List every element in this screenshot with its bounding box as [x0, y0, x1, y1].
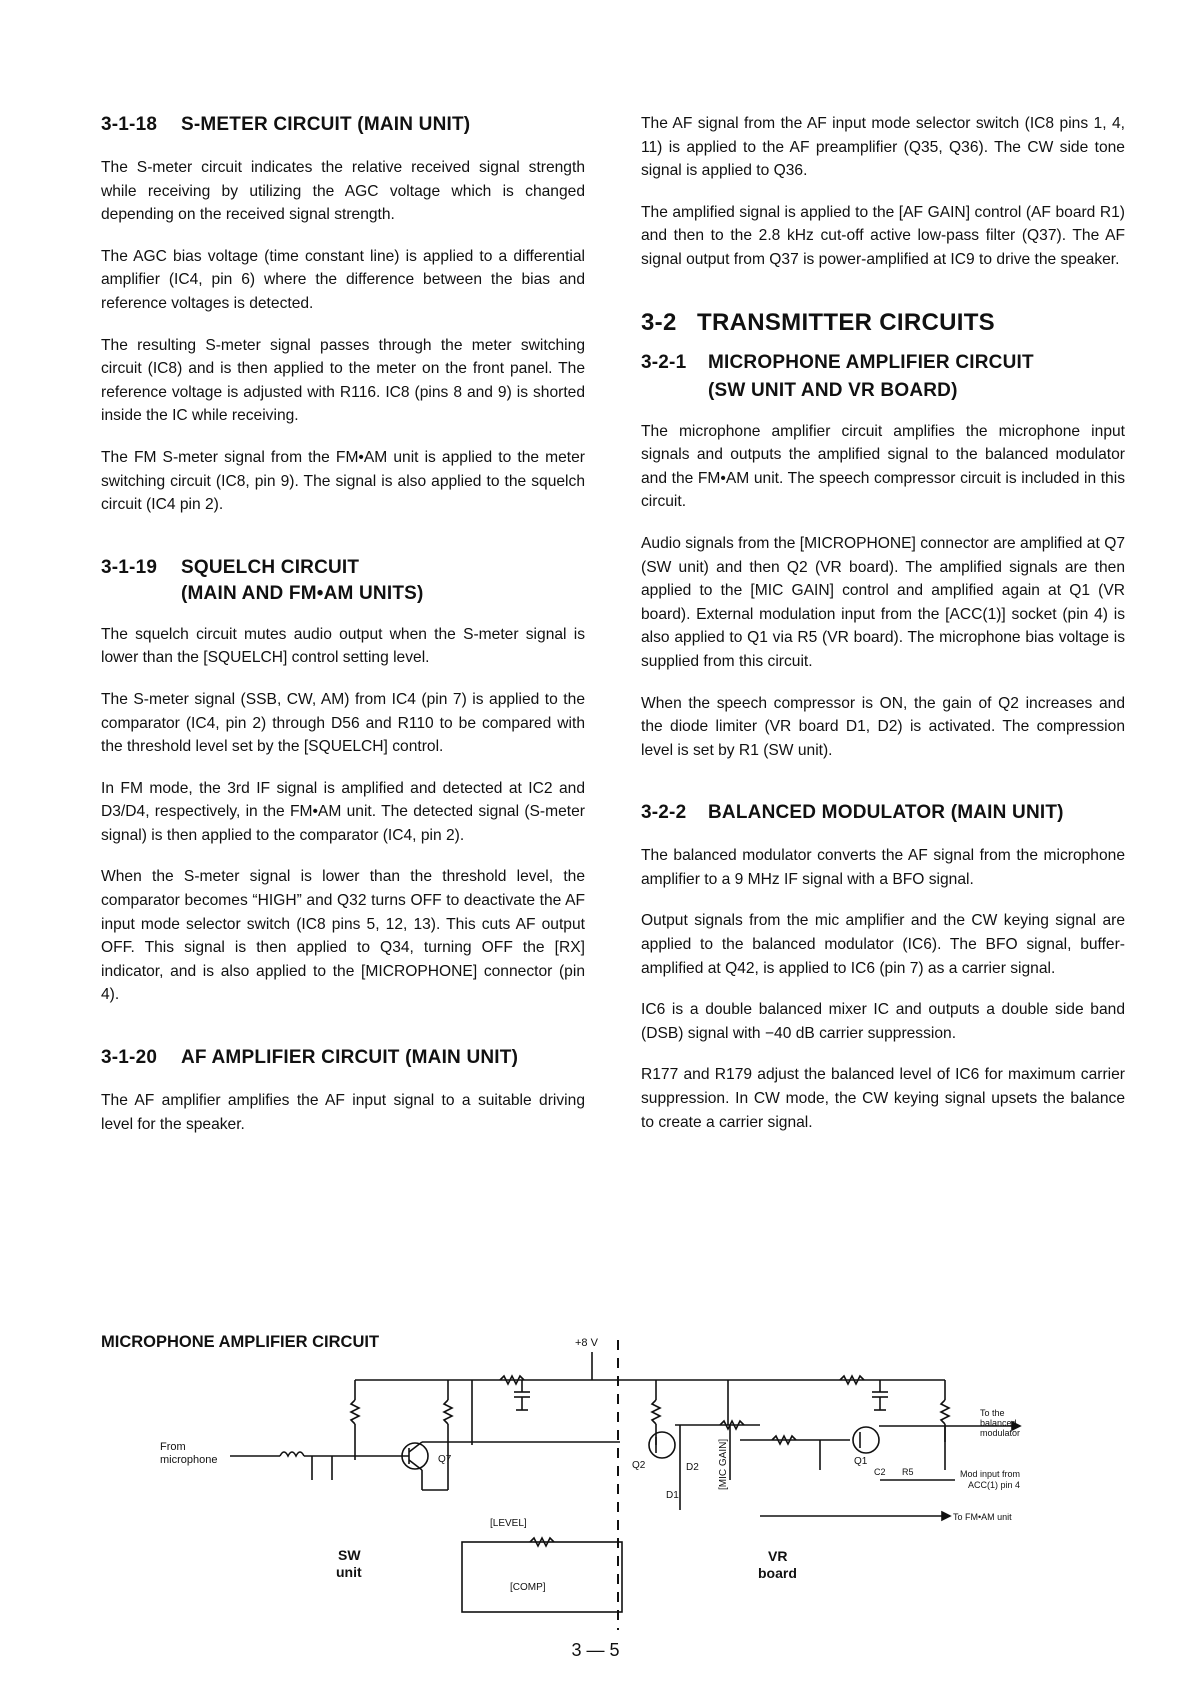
section-title: BALANCED MODULATOR (MAIN UNIT) [708, 802, 1064, 824]
microphone-amplifier-schematic [160, 1330, 1120, 1630]
q2-transistor [649, 1432, 675, 1458]
vr-board-label-line1: VR [768, 1548, 788, 1564]
paragraph: R177 and R179 adjust the balanced level of IC6 for maximum carrier suppression. In CW mode, the CW keying signal upsets the balance to create a carrier signal. [641, 1066, 1125, 1131]
chapter-heading-3-2 [641, 308, 1125, 338]
paragraph: Output signals from the mic amplifier and the CW keying signal are applied to the balanced modulator (IC6). The BFO signal, buffer-amplified at Q42, is applied to IC6 (pin 7) as a carrier signal. [641, 912, 1125, 977]
paragraph: The AF amplifier amplifies the AF input signal to a suitable driving level for the speaker. [101, 1092, 585, 1133]
q7-label: Q7 [438, 1454, 452, 1465]
paragraph: The AF signal from the AF input mode selector switch (IC8 pins 1, 4, 11) is applied to the AF preamplifier (Q35, Q36). The CW side tone signal is applied to Q36. [641, 115, 1125, 180]
left-column [101, 112, 585, 1136]
paragraph: The squelch circuit mutes audio output when the S-meter signal is lower than the [SQUELCH] control setting level. [101, 625, 585, 667]
paragraph: When the S-meter signal is lower than the threshold level, the comparator becomes “HIGH” and Q32 turns OFF to deactivate the AF input mode selector switch (IC8 pins 5, 12, 13). This cuts AF output OFF. This signal is then applied to Q34, turning OFF the [RX] indicator, and is also applied to the [MICROPHONE] connector (pin 4). [101, 868, 585, 1004]
to-balanced-label-line1: To the [980, 1408, 1005, 1418]
paragraph: The AGC bias voltage (time constant line) is applied to a differential amplifier (IC4, pin 6) where the difference between the bias and reference voltages is detected. [101, 247, 585, 312]
input-label-line1: From [160, 1441, 186, 1453]
section-title: MICROPHONE AMPLIFIER CIRCUIT [708, 351, 1034, 373]
section-title: SQUELCH CIRCUIT [181, 556, 360, 578]
paragraph: In FM mode, the 3rd IF signal is amplified and detected at IC2 and D3/D4, respectively, in the FM•AM unit. The detected signal (S-meter signal) is then applied to the comparator (IC4, pin 2). [101, 779, 585, 844]
section-heading-3-2-1 [641, 350, 1125, 404]
to-fmam-label: To FM•AM unit [953, 1512, 1012, 1522]
section-heading-3-1-19 [101, 555, 585, 607]
d1-label: D1 [666, 1490, 679, 1501]
paragraph: The S-meter signal (SSB, CW, AM) from IC4 (pin 7) is applied to the comparator (IC4, pin 2) through D56 and R110 to be compared with the threshold level set by the [SQUELCH] control. [101, 690, 585, 756]
sw-unit-label-line2: unit [336, 1564, 362, 1580]
r5-label: R5 [902, 1467, 914, 1477]
paragraph: IC6 is a double balanced mixer IC and outputs a double side band (DSB) signal with −40 dB carrier suppression. [641, 1001, 1125, 1042]
resistor-r-a [351, 1380, 359, 1460]
comp-level-loop [462, 1542, 622, 1612]
paragraph: The resulting S-meter signal passes through the meter switching circuit (IC8) and is then applied to the meter on the front panel. The reference voltage is adjusted with R116. IC8 (pins 8 and 9) is shorted inside the IC while receiving. [101, 336, 585, 425]
page-number: 3 — 5 [571, 1640, 620, 1660]
chapter-number: 3-2 [641, 308, 677, 336]
vr-board-label-line2: board [758, 1565, 797, 1581]
section-subtitle: (MAIN AND FM•AM UNITS) [181, 582, 424, 604]
chapter-title: TRANSMITTER CIRCUITS [697, 308, 995, 336]
arrow-right-icon [942, 1512, 950, 1520]
bypass-capacitor [872, 1380, 888, 1410]
q1-transistor [853, 1427, 879, 1453]
schematic-title: MICROPHONE AMPLIFIER CIRCUIT [101, 1333, 380, 1351]
to-balanced-label-line3: modulator [980, 1428, 1021, 1438]
section-number: 3-2-1 [641, 351, 687, 373]
q1-label: Q1 [854, 1456, 868, 1467]
input-inductor [280, 1452, 304, 1456]
section-title: S-METER CIRCUIT (MAIN UNIT) [181, 114, 471, 135]
d2-label: D2 [686, 1462, 699, 1473]
supply-label: +8 V [575, 1337, 598, 1349]
c2-label: C2 [874, 1467, 886, 1477]
section-heading-3-1-18 [101, 112, 585, 138]
mod-input-label-line2: ACC(1) pin 4 [968, 1480, 1021, 1490]
mic-gain-label: [MIC GAIN] [718, 1438, 729, 1490]
section-heading-3-2-2 [641, 800, 1125, 826]
paragraph: The S-meter circuit indicates the relative received signal strength while receiving by utilizing the AGC voltage which is changed depending on the received signal strength. [101, 159, 585, 224]
sw-unit-label-line1: SW [338, 1547, 361, 1563]
section-number: 3-1-20 [101, 1047, 158, 1069]
section-number: 3-1-18 [101, 114, 158, 135]
level-label: [LEVEL] [490, 1518, 527, 1529]
paragraph: Audio signals from the [MICROPHONE] connector are amplified at Q7 (SW unit) and then Q2 (VR board). The amplified signals are then applied to the [MIC GAIN] control and amplified again at Q1 (VR board). External modulation input from the [ACC(1)] socket (pin 4) is also applied to Q1 via R5 (VR board). The microphone bias voltage is supplied from this circuit. [641, 534, 1125, 670]
paragraph: The amplified signal is applied to the [AF GAIN] control (AF board R1) and then to the 2.8 kHz cut-off active low-pass filter (Q37). The AF signal output from Q37 is power-amplified at IC9 to drive the speaker. [641, 203, 1125, 268]
paragraph: The balanced modulator converts the AF signal from the microphone amplifier to a 9 MHz IF signal with a BFO signal. [641, 847, 1125, 888]
comp-label: [COMP] [510, 1582, 546, 1593]
section-title: AF AMPLIFIER CIRCUIT (MAIN UNIT) [181, 1047, 519, 1069]
resistor-r-b [444, 1380, 452, 1490]
mod-input-label-line1: Mod input from [960, 1469, 1021, 1479]
section-subtitle: (SW UNIT AND VR BOARD) [708, 379, 958, 401]
paragraph: The FM S-meter signal from the FM•AM unit is applied to the meter switching circuit (IC8, pin 9). The signal is also applied to the squelch circuit (IC4 pin 2). [101, 448, 585, 514]
input-label-line2: microphone [160, 1454, 218, 1466]
right-column [641, 112, 1125, 1134]
section-heading-3-1-20 [101, 1045, 585, 1071]
paragraph: The microphone amplifier circuit amplifies the microphone input signals and outputs the amplified signal to the balanced modulator and the FM•AM unit. The speech compressor circuit is included in this circuit. [641, 422, 1125, 511]
section-number: 3-2-2 [641, 802, 687, 824]
paragraph: When the speech compressor is ON, the gain of Q2 increases and the diode limiter (VR board D1, D2) is activated. The compression level is set by R1 (SW unit). [641, 694, 1125, 759]
q2-label: Q2 [632, 1460, 646, 1471]
to-balanced-label-line2: balanced [980, 1418, 1017, 1428]
section-number: 3-1-19 [101, 556, 158, 578]
